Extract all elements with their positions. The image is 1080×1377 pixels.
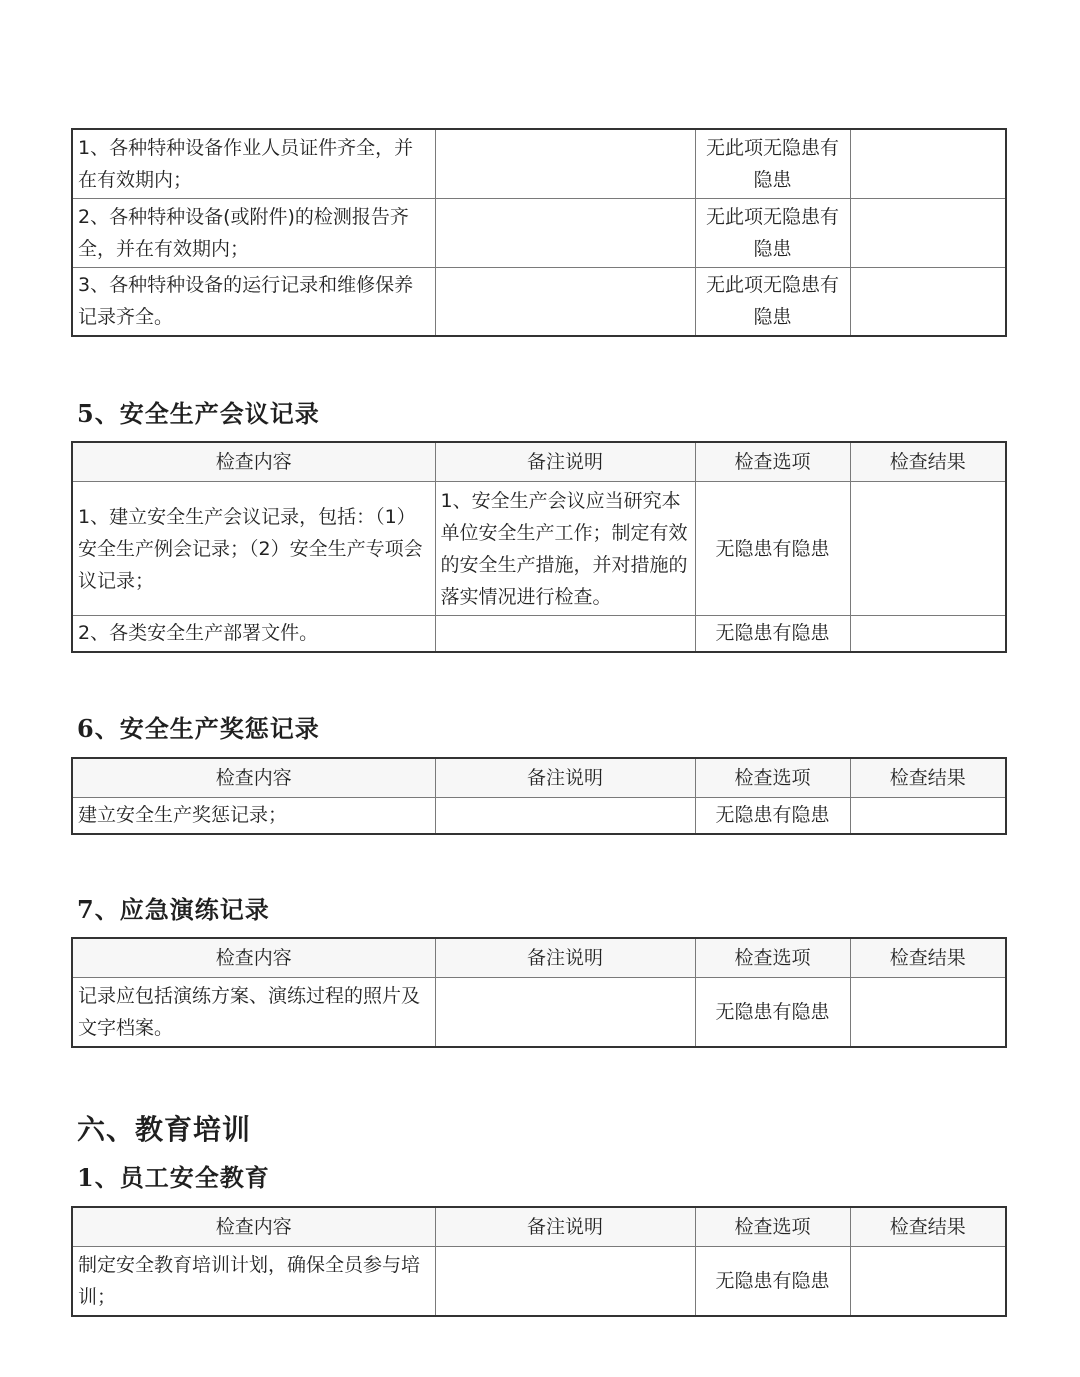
- check-note: [435, 198, 695, 267]
- check-result[interactable]: [850, 129, 1006, 198]
- check-option[interactable]: 无此项无隐患有隐患: [695, 267, 850, 336]
- check-option[interactable]: 无隐患有隐患: [695, 978, 850, 1047]
- table-row: [72, 482, 1006, 616]
- section-title-employee-safety-education: 1、员工安全教育: [77, 1163, 270, 1192]
- employee-education-table: [71, 1206, 1007, 1317]
- header-result: 检查结果: [850, 758, 1006, 798]
- section-title-reward-records: 6、安全生产奖惩记录: [77, 714, 320, 743]
- check-option[interactable]: 无此项无隐患有隐患: [695, 198, 850, 267]
- check-note: [435, 978, 695, 1047]
- check-option[interactable]: 无隐患有隐患: [695, 798, 850, 834]
- table-row: [72, 198, 1006, 267]
- table-row: [72, 616, 1006, 652]
- header-option: 检查选项: [695, 1207, 850, 1247]
- check-content: 1、建立安全生产会议记录，包括：（1）安全生产例会记录；（2）安全生产专项会议记录；: [72, 482, 435, 616]
- header-note: 备注说明: [435, 938, 695, 978]
- chapter-title-education-training: 六、教育培训: [77, 1113, 252, 1146]
- check-note: [435, 798, 695, 834]
- header-note: 备注说明: [435, 1207, 695, 1247]
- check-option[interactable]: 无隐患有隐患: [695, 1247, 850, 1316]
- check-result[interactable]: [850, 267, 1006, 336]
- check-result[interactable]: [850, 616, 1006, 652]
- header-result: 检查结果: [850, 442, 1006, 482]
- header-content: 检查内容: [72, 442, 435, 482]
- check-option[interactable]: 无此项无隐患有隐患: [695, 129, 850, 198]
- check-result[interactable]: [850, 798, 1006, 834]
- header-option: 检查选项: [695, 758, 850, 798]
- check-result[interactable]: [850, 198, 1006, 267]
- table-row: [72, 1247, 1006, 1316]
- check-content: 2、各种特种设备(或附件)的检测报告齐全，并在有效期内；: [72, 198, 435, 267]
- check-content: 2、各类安全生产部署文件。: [72, 616, 435, 652]
- header-option: 检查选项: [695, 938, 850, 978]
- header-note: 备注说明: [435, 758, 695, 798]
- special-equipment-table: [71, 128, 1007, 337]
- reward-records-table: [71, 757, 1007, 835]
- check-result[interactable]: [850, 482, 1006, 616]
- table-row: [72, 798, 1006, 834]
- check-content: 1、各种特种设备作业人员证件齐全，并在有效期内；: [72, 129, 435, 198]
- section-title-meeting-records: 5、安全生产会议记录: [77, 399, 320, 428]
- header-result: 检查结果: [850, 1207, 1006, 1247]
- header-option: 检查选项: [695, 442, 850, 482]
- header-content: 检查内容: [72, 938, 435, 978]
- check-note: [435, 616, 695, 652]
- table-row: [72, 267, 1006, 336]
- table-header-row: [72, 758, 1006, 798]
- table-header-row: [72, 1207, 1006, 1247]
- check-content: 3、各种特种设备的运行记录和维修保养记录齐全。: [72, 267, 435, 336]
- check-note: 1、安全生产会议应当研究本单位安全生产工作；制定有效的安全生产措施，并对措施的落实情况进行检查。: [435, 482, 695, 616]
- table-row: [72, 978, 1006, 1047]
- check-option[interactable]: 无隐患有隐患: [695, 482, 850, 616]
- check-result[interactable]: [850, 978, 1006, 1047]
- check-result[interactable]: [850, 1247, 1006, 1316]
- table-header-row: [72, 938, 1006, 978]
- check-option[interactable]: 无隐患有隐患: [695, 616, 850, 652]
- check-note: [435, 267, 695, 336]
- header-result: 检查结果: [850, 938, 1006, 978]
- check-note: [435, 1247, 695, 1316]
- header-content: 检查内容: [72, 1207, 435, 1247]
- check-content: 记录应包括演练方案、演练过程的照片及文字档案。: [72, 978, 435, 1047]
- table-row: [72, 129, 1006, 198]
- check-content: 建立安全生产奖惩记录；: [72, 798, 435, 834]
- meeting-records-table: [71, 441, 1007, 653]
- drill-records-table: [71, 937, 1007, 1048]
- header-content: 检查内容: [72, 758, 435, 798]
- check-content: 制定安全教育培训计划，确保全员参与培训；: [72, 1247, 435, 1316]
- table-header-row: [72, 442, 1006, 482]
- header-note: 备注说明: [435, 442, 695, 482]
- section-title-drill-records: 7、应急演练记录: [77, 895, 270, 924]
- check-note: [435, 129, 695, 198]
